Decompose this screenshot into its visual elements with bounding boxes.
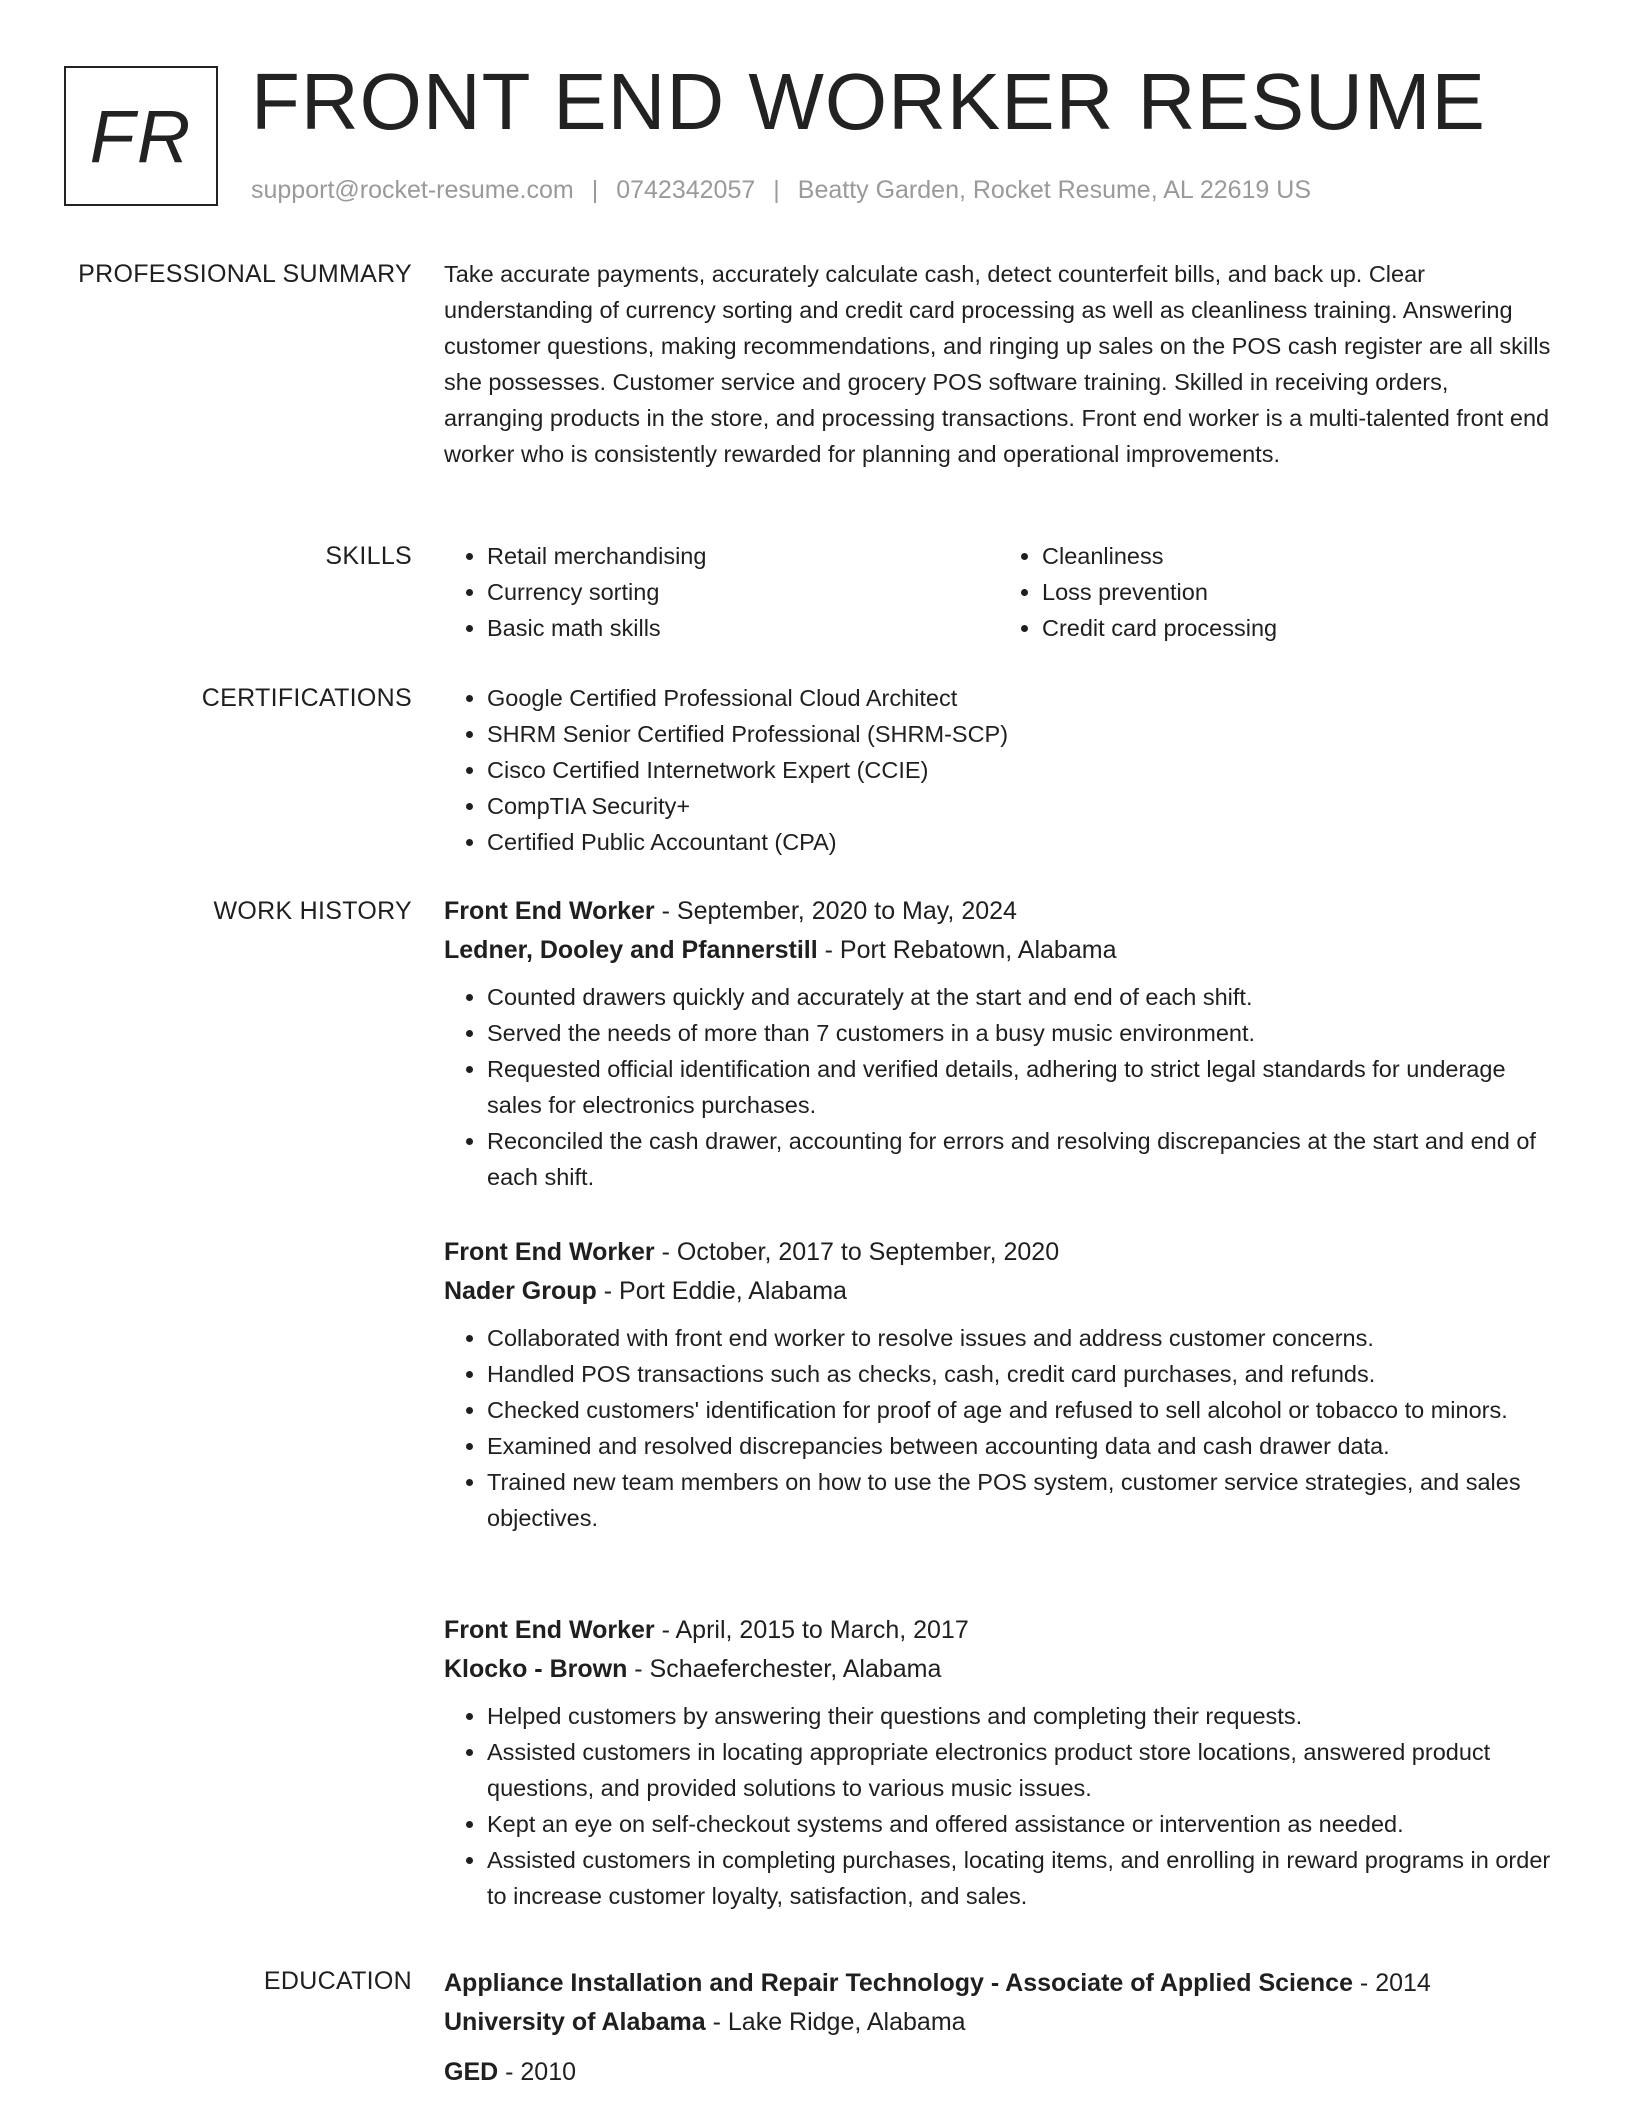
job-title-line	[444, 1610, 1554, 1650]
job-title: Front End Worker	[444, 1616, 655, 1644]
summary-content	[444, 256, 1554, 472]
section-label-skills: SKILLS	[325, 542, 412, 570]
job-content	[444, 891, 1554, 1195]
job-bullet: • Requested official identification and verified details, adhering to strict legal standards for underage sales for electronics purchases.	[487, 1051, 1554, 1123]
certification-item: • CompTIA Security+	[487, 788, 1554, 824]
job-location: - Port Rebatown, Alabama	[817, 936, 1117, 964]
contact-separator: |	[773, 176, 780, 204]
job-bullet: • Helped customers by answering their questions and completing their requests.	[487, 1698, 1554, 1734]
job-title-line	[444, 1232, 1554, 1272]
resume-title: FRONT END WORKER RESUME	[251, 57, 1486, 146]
skill-item: • Currency sorting	[487, 574, 999, 610]
job-location: - Port Eddie, Alabama	[596, 1277, 847, 1305]
job-title-line	[444, 891, 1554, 931]
job-title: Front End Worker	[444, 1238, 655, 1266]
education-school-line	[444, 2003, 1554, 2041]
education-degree-line	[444, 1963, 1554, 2003]
job-bullet: • Served the needs of more than 7 customers in a busy music environment.	[487, 1015, 1554, 1051]
job-bullet: • Counted drawers quickly and accurately at the start and end of each shift.	[487, 979, 1554, 1015]
job-title: Front End Worker	[444, 897, 655, 925]
contact-line	[251, 174, 1311, 206]
job-bullet: • Kept an eye on self-checkout systems and offered assistance or intervention as needed.	[487, 1806, 1554, 1842]
certifications-content	[444, 680, 1554, 860]
certification-item: • Cisco Certified Internetwork Expert (CCIE)	[487, 752, 1554, 788]
contact-email[interactable]: support@rocket-resume.com	[251, 176, 574, 204]
contact-address: Beatty Garden, Rocket Resume, AL 22619 US	[797, 176, 1312, 204]
job-bullet: • Collaborated with front end worker to resolve issues and address customer concerns.	[487, 1320, 1554, 1356]
monogram-initials: FR	[89, 94, 193, 178]
job-content	[444, 1232, 1554, 1536]
job-company: Ledner, Dooley and Pfannerstill	[444, 936, 818, 964]
job-dates: - April, 2015 to March, 2017	[654, 1616, 969, 1644]
job-company-line	[444, 1650, 1554, 1688]
job-location: - Schaeferchester, Alabama	[627, 1655, 942, 1683]
skill-item: • Retail merchandising	[487, 538, 999, 574]
education-year: - 2014	[1352, 1969, 1431, 1997]
job-company: Nader Group	[444, 1277, 597, 1305]
education-degree-line	[444, 2052, 1554, 2092]
job-bullet: • Trained new team members on how to use the POS system, customer service strategies, and sales objectives.	[487, 1464, 1554, 1536]
section-label-certifications: CERTIFICATIONS	[201, 684, 412, 712]
certification-item: • Google Certified Professional Cloud Architect	[487, 680, 1554, 716]
job-company-line	[444, 931, 1554, 969]
skill-item: • Loss prevention	[1042, 574, 1554, 610]
certification-item: • Certified Public Accountant (CPA)	[487, 824, 1554, 860]
education-content	[444, 2052, 1554, 2092]
job-bullet: • Examined and resolved discrepancies between accounting data and cash drawer data.	[487, 1428, 1554, 1464]
skills-list-left	[444, 538, 999, 646]
summary-text: Take accurate payments, accurately calculate cash, detect counterfeit bills, and back up. Clear understanding of currency sorting and credit card processing as well as cleanliness training. Answering customer questions, making recommendations, and ringing up sales on the POS cash register are all skills she possesses. Customer service and grocery POS software training. Skilled in receiving orders, arranging products in the store, and processing transactions. Front end worker is a multi-talented front end worker who is consistently rewarded for planning and operational improvements.	[444, 261, 1551, 467]
job-content	[444, 1610, 1554, 1914]
job-bullet: • Assisted customers in completing purchases, locating items, and enrolling in reward programs in order to increase customer loyalty, satisfaction, and sales.	[487, 1842, 1554, 1914]
job-company-line	[444, 1272, 1554, 1310]
monogram-box	[64, 66, 218, 206]
education-year: - 2010	[498, 2058, 577, 2086]
job-bullet: • Reconciled the cash drawer, accounting for errors and resolving discrepancies at the start and end of each shift.	[487, 1123, 1554, 1195]
job-company: Klocko - Brown	[444, 1655, 628, 1683]
education-location: - Lake Ridge, Alabama	[705, 2008, 966, 2036]
job-bullets	[444, 1698, 1554, 1914]
job-bullet: • Checked customers' identification for proof of age and refused to sell alcohol or tobacco to minors.	[487, 1392, 1554, 1428]
job-bullets	[444, 1320, 1554, 1536]
contact-phone[interactable]: 0742342057	[616, 176, 756, 204]
education-degree: Appliance Installation and Repair Technology - Associate of Applied Science	[444, 1969, 1353, 1997]
skills-list-right	[999, 538, 1554, 646]
skill-item: • Cleanliness	[1042, 538, 1554, 574]
section-label-summary: PROFESSIONAL SUMMARY	[78, 260, 412, 288]
certification-item: • SHRM Senior Certified Professional (SHRM-SCP)	[487, 716, 1554, 752]
job-bullet: • Handled POS transactions such as checks, cash, credit card purchases, and refunds.	[487, 1356, 1554, 1392]
education-school: University of Alabama	[444, 2008, 706, 2036]
skill-item: • Credit card processing	[1042, 610, 1554, 646]
job-dates: - October, 2017 to September, 2020	[654, 1238, 1060, 1266]
skill-item: • Basic math skills	[487, 610, 999, 646]
contact-separator: |	[591, 176, 599, 204]
section-label-education: EDUCATION	[263, 1967, 412, 1995]
education-degree: GED	[444, 2058, 499, 2086]
job-dates: - September, 2020 to May, 2024	[654, 897, 1017, 925]
education-content	[444, 1963, 1554, 2041]
job-bullet: • Assisted customers in locating appropriate electronics product store locations, answered product questions, and provided solutions to various music issues.	[487, 1734, 1554, 1806]
certifications-list	[444, 680, 1554, 860]
section-label-work: WORK HISTORY	[213, 897, 412, 925]
job-bullets	[444, 979, 1554, 1195]
skills-content	[444, 538, 1554, 646]
